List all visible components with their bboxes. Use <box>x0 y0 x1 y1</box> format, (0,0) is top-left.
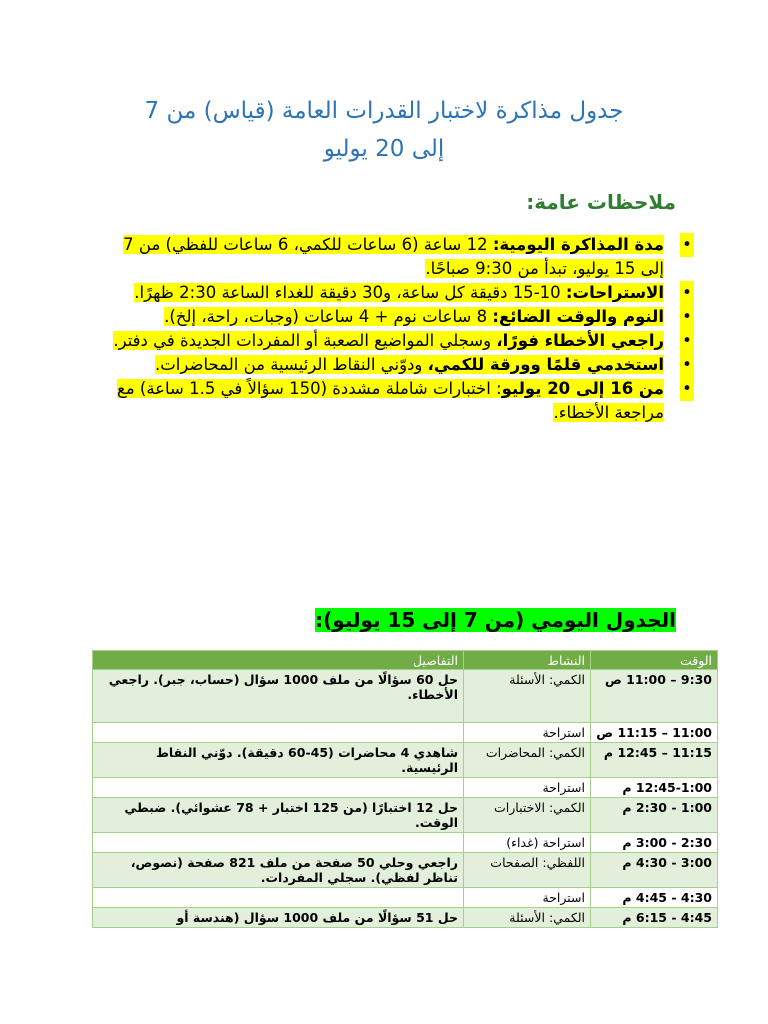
note-item <box>104 353 692 377</box>
table-row <box>93 743 718 778</box>
bullet-icon: • <box>680 353 694 377</box>
cell-activity: اللفظي: الصفحات <box>464 853 591 888</box>
bullet-icon: • <box>680 305 694 329</box>
cell-activity: استراحة <box>464 723 591 743</box>
cell-time: 2:30 - 3:00 م <box>591 833 718 853</box>
cell-details: شاهدي 4 محاضرات (45-60 دقيقة). دوّني النقاط الرئيسية. <box>93 743 464 778</box>
cell-details <box>93 778 464 798</box>
header-time: الوقت <box>591 651 718 670</box>
cell-time: 4:45 - 6:15 م <box>591 908 718 928</box>
schedule-heading-text: الجدول اليومي (من 7 إلى 15 يوليو): <box>315 608 676 632</box>
note-text: وسجلي المواضيع الصعبة أو المفردات الجديدة في دفتر. <box>113 331 497 350</box>
cell-time: 4:30 - 4:45 م <box>591 888 718 908</box>
cell-time: 12:45-1:00 م <box>591 778 718 798</box>
cell-details: راجعي وحلي 50 صفحة من ملف 821 صفحة (نصوص، تناظر لفظي). سجلي المفردات. <box>93 853 464 888</box>
note-label: الاستراحات: <box>565 283 664 302</box>
header-activity: النشاط <box>464 651 591 670</box>
schedule-table <box>92 650 718 928</box>
table-row <box>93 853 718 888</box>
cell-time: 9:30 – 11:00 ص <box>591 670 718 723</box>
table-row <box>93 778 718 798</box>
cell-activity: استراحة <box>464 778 591 798</box>
note-text: : اختبارات شاملة مشددة (150 سؤالاً في 1.5 ساعة) مع مراجعة الأخطاء. <box>117 379 664 422</box>
note-item <box>104 233 692 281</box>
cell-details <box>93 833 464 853</box>
cell-activity: استراحة (غداء) <box>464 833 591 853</box>
note-label: من 16 إلى 20 يوليو <box>501 379 664 398</box>
cell-time: 11:15 – 12:45 م <box>591 743 718 778</box>
cell-details: حل 60 سؤالًا من ملف 1000 سؤال (حساب، جبر). راجعي الأخطاء. <box>93 670 464 723</box>
bullet-icon: • <box>680 233 694 257</box>
notes-list <box>104 233 692 425</box>
note-item <box>104 281 692 305</box>
note-item <box>104 329 692 353</box>
notes-heading: ملاحظات عامة: <box>526 190 676 214</box>
header-details: التفاصيل <box>93 651 464 670</box>
note-text: 8 ساعات نوم + 4 ساعات (وجبات، راحة، إلخ). <box>164 307 493 326</box>
note-text: 10-15 دقيقة كل ساعة، و30 دقيقة للغداء الساعة 2:30 ظهرًا. <box>134 283 566 302</box>
table-row <box>93 670 718 723</box>
cell-details: حل 12 اختبارًا (من 125 اختبار + 78 عشوائي). ضبطي الوقت. <box>93 798 464 833</box>
document-title <box>80 92 688 168</box>
note-label: النوم والوقت الضائع: <box>492 307 664 326</box>
cell-activity: الكمي: الأسئلة <box>464 908 591 928</box>
cell-activity: الكمي: الأسئلة <box>464 670 591 723</box>
cell-activity: الكمي: المحاضرات <box>464 743 591 778</box>
cell-activity: الكمي: الاختبارات <box>464 798 591 833</box>
cell-details <box>93 723 464 743</box>
table-header-row <box>93 651 718 670</box>
table-row <box>93 888 718 908</box>
table-row <box>93 723 718 743</box>
note-item <box>104 305 692 329</box>
bullet-icon: • <box>680 281 694 305</box>
note-item <box>104 377 692 425</box>
title-line-1: جدول مذاكرة لاختبار القدرات العامة (قياس) من 7 <box>144 98 624 124</box>
cell-details <box>93 888 464 908</box>
note-label: راجعي الأخطاء فورًا، <box>496 331 664 350</box>
table-row <box>93 833 718 853</box>
note-text: 12 ساعة (6 ساعات للكمي، 6 ساعات للفظي) من 7 إلى 15 يوليو، تبدأ من 9:30 صباحًا. <box>123 235 664 278</box>
table-row <box>93 798 718 833</box>
table-row <box>93 908 718 928</box>
schedule-heading <box>315 606 676 634</box>
cell-time: 3:00 - 4:30 م <box>591 853 718 888</box>
note-label: استخدمي قلمًا وورقة للكمي، <box>427 355 664 374</box>
cell-time: 1:00 - 2:30 م <box>591 798 718 833</box>
cell-details: حل 51 سؤالًا من ملف 1000 سؤال (هندسة أو <box>93 908 464 928</box>
note-text: ودوّني النقاط الرئيسية من المحاضرات. <box>155 355 428 374</box>
bullet-icon: • <box>680 377 694 401</box>
cell-time: 11:00 – 11:15 ص <box>591 723 718 743</box>
title-line-2: إلى 20 يوليو <box>323 136 445 162</box>
bullet-icon: • <box>680 329 694 353</box>
note-label: مدة المذاكرة اليومية: <box>492 235 664 254</box>
cell-activity: استراحة <box>464 888 591 908</box>
